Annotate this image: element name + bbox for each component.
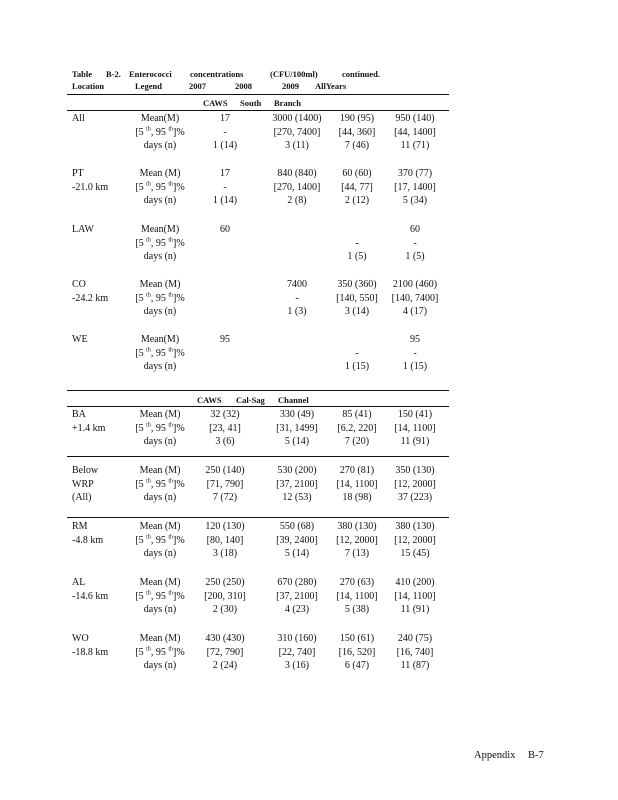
- station-row-percentile: -4.8 km [5 $^{th}$, 95 $^{th}$]% [80, 140] [39, 2400] [12, 2000] [12, 2000]: [72, 534, 436, 546]
- station-row-mean: BA Mean (M) 32 (32) 330 (49) 85 (41) 150 (41): [72, 409, 433, 420]
- station-block-ba: [0, 408, 618, 449]
- legend-percentile: [5 $^{th}$, 95 $^{th}$]%: [135, 181, 185, 193]
- col-header-2008: 2008: [235, 81, 252, 91]
- station-row-mean: PT Mean (M) 17 840 (840) 60 (60) 370 (77): [72, 168, 433, 179]
- table-header: [72, 69, 452, 93]
- station-row-days: days (n) 1 (3) 3 (14) 4 (17): [143, 306, 428, 317]
- station-row-days: days (n) 1 (14) 3 (11) 7 (46) 11 (71): [143, 140, 430, 151]
- station-row-percentile: -14.6 km [5 $^{th}$, 95 $^{th}$]% [200, 310] [37, 2100] [14, 1100] [14, 1100]: [72, 590, 436, 602]
- station-block-all: [0, 112, 618, 153]
- station-row-mean: WE Mean(M) 95 95: [72, 334, 420, 345]
- section-title-south-branch: CAWS South Branch: [203, 98, 301, 108]
- legend-percentile: [5 $^{th}$, 95 $^{th}$]%: [135, 534, 185, 546]
- station-row-days: (All) days (n) 7 (72) 12 (53) 18 (98) 37 (223): [72, 492, 433, 503]
- footer-appendix-label: Appendix: [474, 750, 516, 761]
- station-row-percentile: [5 $^{th}$, 95 $^{th}$]% - [270, 7400] [44, 360] [44, 1400]: [0, 126, 618, 140]
- station-row-mean: CO Mean (M) 7400 350 (360) 2100 (460): [72, 279, 438, 290]
- legend-percentile: [5 $^{th}$, 95 $^{th}$]%: [135, 590, 185, 602]
- table-title-organism: Enterococci: [129, 69, 172, 79]
- station-divider-rule: [67, 517, 449, 518]
- station-row-days: days (n) 1 (14) 2 (8) 2 (12) 5 (34): [143, 195, 428, 206]
- page-footer: [474, 750, 554, 761]
- table-header-line1: [72, 69, 452, 81]
- table-title-continued: continued.: [342, 69, 381, 79]
- table-title-measure: concentrations: [190, 69, 244, 79]
- station-block-rm: [0, 520, 618, 561]
- station-row-days: days (n) 3 (18) 5 (14) 7 (13) 15 (45): [143, 548, 430, 559]
- station-row-days: days (n) 3 (6) 5 (14) 7 (20) 11 (91): [143, 436, 430, 447]
- legend-percentile: [5 $^{th}$, 95 $^{th}$]%: [135, 422, 185, 434]
- legend-percentile: [5 $^{th}$, 95 $^{th}$]%: [135, 478, 185, 490]
- station-block-pt: [0, 167, 618, 208]
- station-row-days: days (n) 2 (30) 4 (23) 5 (38) 11 (91): [143, 604, 430, 615]
- table-label: Table: [72, 69, 93, 79]
- section-rule-cal-sag: [67, 406, 449, 407]
- section-title-cal-sag: CAWS Cal-Sag Channel: [197, 395, 309, 405]
- col-header-2009: 2009: [282, 81, 299, 91]
- station-block-below-wrp: [0, 464, 618, 505]
- station-row-mean: Below Mean (M) 250 (140) 530 (200) 270 (81) 350 (130): [72, 465, 435, 476]
- station-row-mean: AL Mean (M) 250 (250) 670 (280) 270 (63) 410 (200): [72, 577, 435, 588]
- col-header-location: Location: [72, 81, 105, 91]
- table-header-line2: [72, 81, 452, 93]
- legend-percentile: [5 $^{th}$, 95 $^{th}$]%: [135, 646, 185, 658]
- station-row-days: days (n) 1 (5) 1 (5): [143, 251, 425, 262]
- legend-percentile: [5 $^{th}$, 95 $^{th}$]%: [135, 347, 185, 359]
- header-rule: [67, 94, 449, 95]
- legend-percentile: [5 $^{th}$, 95 $^{th}$]%: [135, 292, 185, 304]
- station-row-days: days (n) 1 (15) 1 (15): [143, 361, 428, 372]
- station-row-percentile: -18.8 km [5 $^{th}$, 95 $^{th}$]% [72, 790] [22, 740] [16, 520] [16, 740]: [72, 646, 434, 658]
- table-number: B-2.: [106, 69, 121, 79]
- station-row-mean: RM Mean (M) 120 (130) 550 (68) 380 (130) 380 (130): [72, 521, 435, 532]
- section-divider-rule: [67, 390, 449, 391]
- station-block-law: [0, 223, 618, 264]
- col-header-all-years: AllYears: [315, 81, 347, 91]
- station-block-al: [0, 576, 618, 617]
- station-row-mean: WO Mean (M) 430 (430) 310 (160) 150 (61) 240 (75): [72, 633, 433, 644]
- station-divider-rule: [67, 456, 449, 457]
- station-block-wo: [0, 632, 618, 673]
- station-block-co: [0, 278, 618, 319]
- col-header-2007: 2007: [189, 81, 206, 91]
- station-row-percentile: [5 $^{th}$, 95 $^{th}$]% - -: [0, 237, 618, 251]
- station-block-we: [0, 333, 618, 374]
- station-row-days: days (n) 2 (24) 3 (16) 6 (47) 11 (87): [143, 660, 430, 671]
- legend-percentile: [5 $^{th}$, 95 $^{th}$]%: [135, 126, 185, 138]
- legend-percentile: [5 $^{th}$, 95 $^{th}$]%: [135, 237, 185, 249]
- section-rule-south-branch: [67, 110, 449, 111]
- station-row-percentile: +1.4 km [5 $^{th}$, 95 $^{th}$]% [23, 41] [31, 1499] [6.2, 220] [14, 1100]: [72, 422, 436, 434]
- station-row-mean: All Mean(M) 17 3000 (1400) 190 (95) 950 (140): [72, 113, 435, 124]
- station-row-mean: LAW Mean(M) 60 60: [72, 224, 420, 235]
- table-title-units: (CFU/100ml): [270, 69, 318, 79]
- station-row-percentile: [5 $^{th}$, 95 $^{th}$]% - -: [0, 347, 618, 361]
- station-row-percentile: -21.0 km [5 $^{th}$, 95 $^{th}$]% - [270, 1400] [44, 77] [17, 1400]: [72, 181, 436, 193]
- col-header-legend: Legend: [135, 81, 162, 91]
- station-row-percentile: -24.2 km [5 $^{th}$, 95 $^{th}$]% - [140, 550] [140, 7400]: [72, 292, 439, 304]
- footer-page-number: B-7: [528, 750, 544, 761]
- station-row-percentile: WRP [5 $^{th}$, 95 $^{th}$]% [71, 790] [37, 2100] [14, 1100] [12, 2000]: [72, 478, 436, 490]
